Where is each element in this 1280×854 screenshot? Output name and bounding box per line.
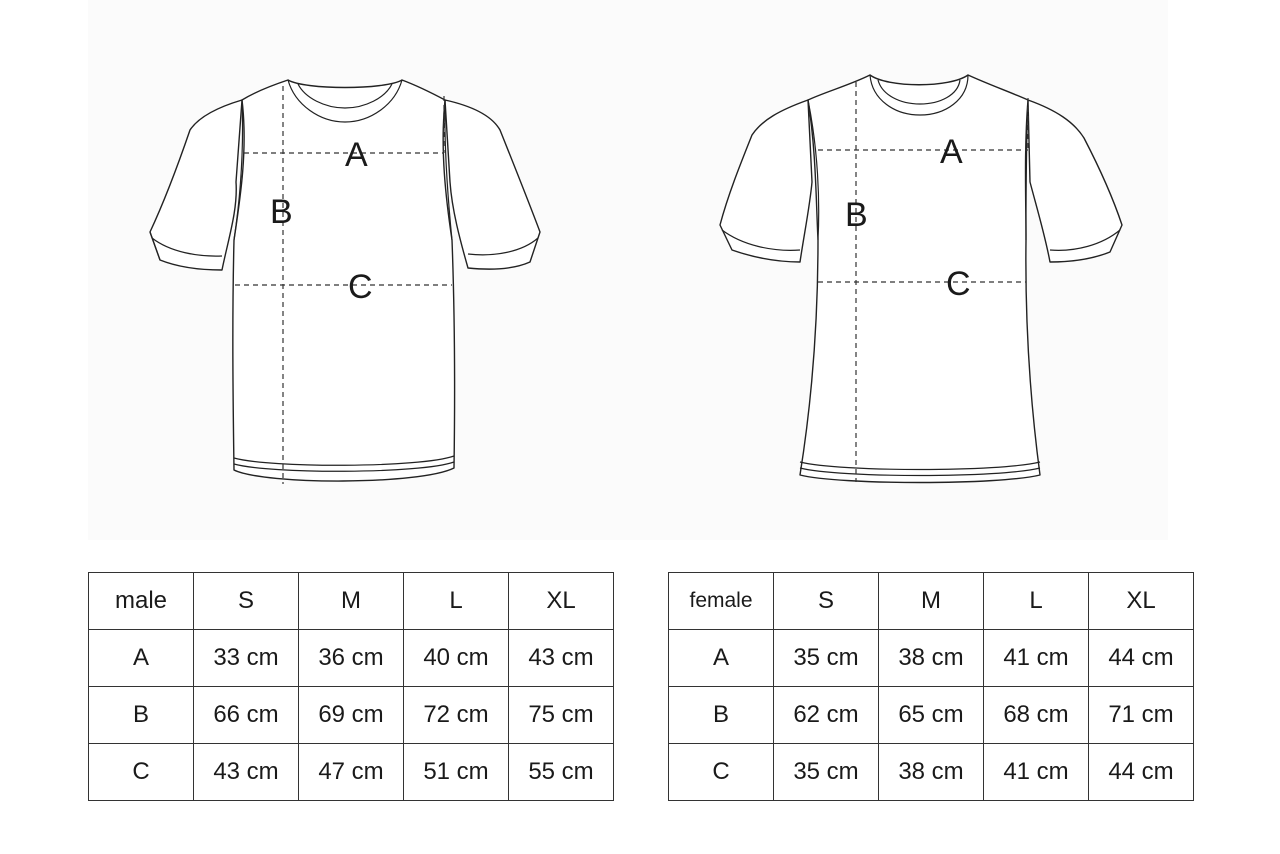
row-label: A xyxy=(669,630,774,687)
male-label-c: C xyxy=(348,268,373,306)
size-header: L xyxy=(404,573,509,630)
size-header: XL xyxy=(509,573,614,630)
male-label-a: A xyxy=(345,136,368,174)
row-label: C xyxy=(89,744,194,801)
size-header: M xyxy=(299,573,404,630)
table-cell: 72 cm xyxy=(404,687,509,744)
size-header: S xyxy=(774,573,879,630)
table-cell: 36 cm xyxy=(299,630,404,687)
table-cell: 35 cm xyxy=(774,630,879,687)
table-corner-label: male xyxy=(89,573,194,630)
table-cell: 75 cm xyxy=(509,687,614,744)
row-label: B xyxy=(89,687,194,744)
table-row xyxy=(89,630,614,687)
table-cell: 40 cm xyxy=(404,630,509,687)
size-header: M xyxy=(879,573,984,630)
table-cell: 38 cm xyxy=(879,744,984,801)
row-label: A xyxy=(89,630,194,687)
male-shirt-diagram xyxy=(150,80,540,484)
table-cell: 69 cm xyxy=(299,687,404,744)
table-cell: 55 cm xyxy=(509,744,614,801)
table-header-row xyxy=(669,573,1194,630)
table-row xyxy=(669,744,1194,801)
table-cell: 62 cm xyxy=(774,687,879,744)
table-cell: 33 cm xyxy=(194,630,299,687)
male-body xyxy=(233,80,455,481)
row-label: B xyxy=(669,687,774,744)
table-cell: 43 cm xyxy=(509,630,614,687)
table-cell: 65 cm xyxy=(879,687,984,744)
table-row xyxy=(89,744,614,801)
female-shirt-diagram xyxy=(720,75,1122,483)
female-label-c: C xyxy=(946,265,971,303)
female-label-b: B xyxy=(845,196,868,234)
row-label: C xyxy=(669,744,774,801)
table-cell: 51 cm xyxy=(404,744,509,801)
table-cell: 41 cm xyxy=(984,744,1089,801)
size-header: L xyxy=(984,573,1089,630)
table-cell: 38 cm xyxy=(879,630,984,687)
table-cell: 44 cm xyxy=(1089,744,1194,801)
table-cell: 41 cm xyxy=(984,630,1089,687)
size-header: S xyxy=(194,573,299,630)
table-row xyxy=(669,687,1194,744)
female-label-a: A xyxy=(940,133,963,171)
table-cell: 66 cm xyxy=(194,687,299,744)
table-header-row xyxy=(89,573,614,630)
table-cell: 35 cm xyxy=(774,744,879,801)
table-row xyxy=(669,630,1194,687)
table-cell: 43 cm xyxy=(194,744,299,801)
female-size-table xyxy=(668,572,1194,801)
size-header: XL xyxy=(1089,573,1194,630)
table-row xyxy=(89,687,614,744)
table-corner-label: female xyxy=(669,573,774,630)
male-right-sleeve xyxy=(445,100,540,269)
male-label-b: B xyxy=(270,193,293,231)
table-cell: 68 cm xyxy=(984,687,1089,744)
table-cell: 47 cm xyxy=(299,744,404,801)
female-body xyxy=(800,75,1040,483)
table-cell: 44 cm xyxy=(1089,630,1194,687)
table-cell: 71 cm xyxy=(1089,687,1194,744)
male-size-table xyxy=(88,572,614,801)
male-left-sleeve xyxy=(150,100,242,270)
